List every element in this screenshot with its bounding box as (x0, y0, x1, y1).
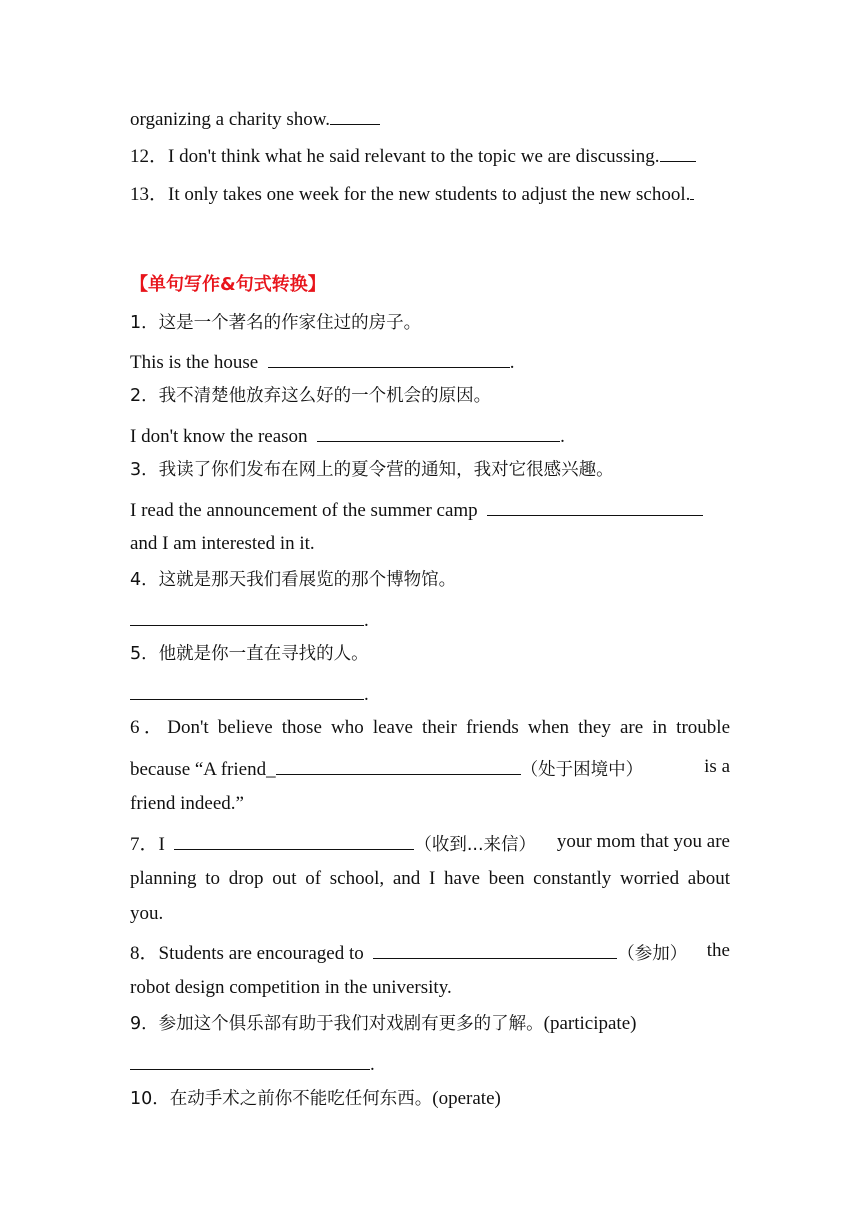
item-2-prompt: 2．我不清楚他放弃这么好的一个机会的原因。 (130, 386, 492, 406)
answer-blank[interactable] (130, 680, 364, 700)
item-10-prompt: 10．在动手术之前你不能吃任何东西。(operate) (130, 1088, 501, 1109)
item-5-prompt: 5．他就是你一直在寻找的人。 (130, 644, 369, 664)
item-7-line-2: planning to drop out of school, and I have been constantly worried about (130, 868, 730, 889)
answer-blank[interactable] (276, 755, 521, 775)
item-1-prompt: 1．这是一个著名的作家住过的房子。 (130, 313, 422, 333)
question-12: 12．I don't think what he said relevant to the topic we are discussing. (130, 142, 730, 169)
item-4-answer-line: . (130, 606, 730, 633)
item-3-sentence-cont: and I am interested in it. (130, 533, 315, 554)
item-8-line-1: 8．Students are encouraged to （参加） the (130, 940, 730, 964)
item-6-line-2: because “A friend_ （处于困境中） is a (130, 756, 730, 780)
answer-blank[interactable] (373, 939, 617, 959)
item-9-prompt: 9．参加这个俱乐部有助于我们对戏剧有更多的了解。(participate) (130, 1013, 637, 1034)
answer-blank[interactable] (317, 422, 560, 442)
answer-blank[interactable] (268, 348, 510, 368)
section-title: 【单句写作&句式转换】 (130, 274, 326, 295)
item-1-sentence: This is the house . (130, 348, 730, 375)
item-6-line-3: friend indeed.” (130, 793, 244, 814)
item-7-line-3: you. (130, 903, 164, 924)
answer-blank[interactable] (174, 830, 414, 850)
item-9-answer-line: . (130, 1050, 730, 1077)
item-2-sentence: I don't know the reason . (130, 422, 730, 449)
item-3-sentence: I read the announcement of the summer camp (130, 496, 730, 523)
item-5-answer-line: . (130, 680, 730, 707)
answer-blank[interactable] (690, 180, 694, 200)
item-3-prompt: 3．我读了你们发布在网上的夏令营的通知，我对它很感兴趣。 (130, 460, 614, 480)
answer-blank[interactable] (130, 606, 364, 626)
question-13: 13．It only takes one week for the new students to adjust the new school. (130, 180, 730, 207)
item-8-line-2: robot design competition in the university. (130, 977, 452, 998)
answer-blank[interactable] (330, 105, 380, 125)
carryover-line: organizing a charity show. (130, 105, 730, 132)
item-7-line-1: 7．I （收到...来信） your mom that you are (130, 831, 730, 855)
answer-blank[interactable] (487, 496, 703, 516)
item-6-line-1: 6．Don't believe those who leave their friends when they are in trouble (130, 717, 730, 738)
answer-blank[interactable] (130, 1050, 370, 1070)
item-4-prompt: 4．这就是那天我们看展览的那个博物馆。 (130, 570, 457, 590)
answer-blank[interactable] (660, 142, 696, 162)
